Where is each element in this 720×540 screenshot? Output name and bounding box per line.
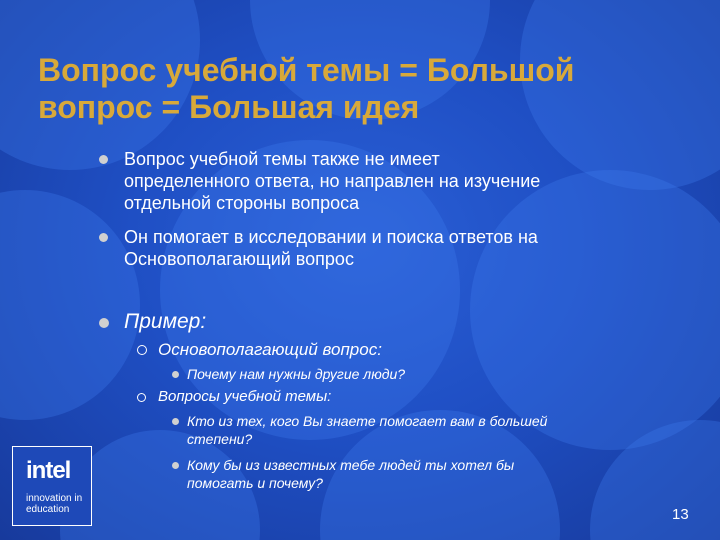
intel-logo (12, 446, 92, 526)
sub-item (187, 412, 547, 448)
hollow-bullet-icon (137, 345, 147, 355)
example-label: Пример: (124, 310, 207, 333)
bullet-dot-icon (99, 155, 108, 164)
bullet-dot-icon (172, 371, 179, 378)
sub-item-line: Кому бы из известных тебе людей ты хотел бы (187, 457, 515, 473)
sub-item-line: степени? (187, 431, 253, 447)
sub-item (187, 456, 514, 492)
bullet-line: Он помогает в исследовании и поиска ответов на (124, 227, 538, 247)
sub-item-line: Кто из тех, кого Вы знаете помогает вам в большей (187, 413, 548, 429)
bullet-line: Основополагающий вопрос (124, 249, 354, 269)
bullet-line: определенного ответа, но направлен на изучение (124, 171, 541, 191)
title-line: Вопрос учебной темы = Большой (38, 52, 575, 88)
title-line: вопрос = Большая идея (38, 89, 420, 125)
bullet-text (124, 148, 540, 214)
background-circle (0, 190, 140, 420)
logo-text: intel (26, 457, 71, 484)
bullet-line: отдельной стороны вопроса (124, 193, 360, 213)
bullet-line: Вопрос учебной темы также не имеет (124, 149, 440, 169)
sub-item-line: помогать и почему? (187, 475, 323, 491)
logo-subtitle (26, 493, 82, 515)
bullet-dot-icon (172, 418, 179, 425)
logo-subtitle-line: education (26, 504, 70, 515)
bullet-dot-icon (172, 462, 179, 469)
hollow-bullet-icon (137, 393, 146, 402)
sub-label: Основополагающий вопрос: (158, 340, 382, 359)
page-number: 13 (672, 506, 689, 523)
bullet-dot-icon (99, 318, 109, 328)
logo-subtitle-line: innovation in (26, 493, 83, 504)
slide-title (38, 52, 698, 126)
sub-label: Вопросы учебной темы: (158, 388, 332, 405)
bullet-text (124, 226, 538, 270)
bullet-dot-icon (99, 233, 108, 242)
sub-item: Почему нам нужны другие люди? (187, 366, 406, 382)
